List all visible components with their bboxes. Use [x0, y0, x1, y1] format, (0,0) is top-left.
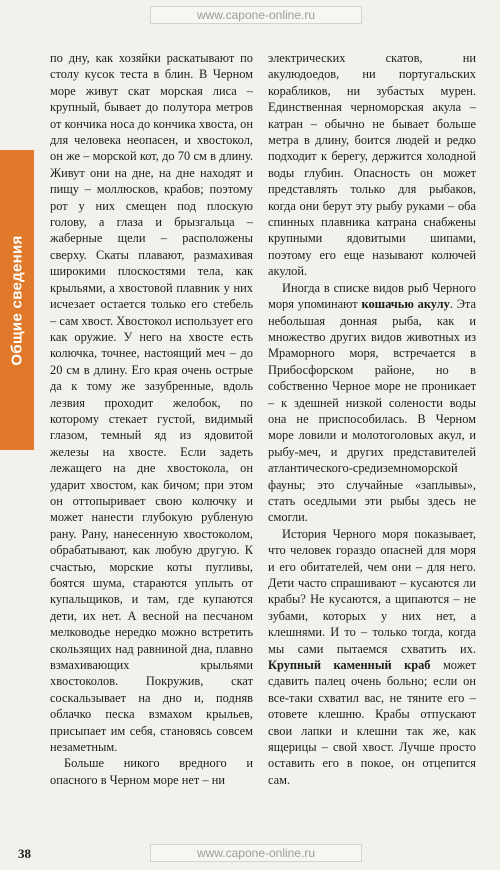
highlight-term-stone-crab: Крупный каменный краб: [268, 658, 431, 673]
paragraph-text: История Черного моря показывает, что человек гораздо опасней для моря и его обитателей, чем они – для него. Дети часто спрашивают – кусаются ли крабы? Не кусаются, а щипаются – не зубами, которых у них нет, а клешнями. И то – только тогда, когда мы сами пытаемся схватить их.: [268, 526, 476, 656]
right-column: [268, 50, 476, 840]
left-column: [50, 50, 253, 840]
page-number: 38: [18, 846, 31, 861]
highlight-term-cat-shark: кошачью акулу: [361, 297, 450, 312]
right-paragraph-3: [268, 526, 476, 789]
left-paragraph-2: Больше никого вредного и опасного в Черном море нет – ни: [50, 756, 253, 787]
right-paragraph-1: электрических скатов, ни акулюдоедов, ни португальских корабликов, ни зубастых мурен. Единственная черноморская акула – катран – обычно не бывает больше метра в длину, боится людей и редко подходит к берегу, держится холодной воды глубин. Опасность он может представлять только для рыбаков, когда они берут эту рыбу руками – оба спинных плавника катрана снабжены крупными ядовитыми шипами, поэтому его еще называют колючей акулой.: [268, 51, 476, 279]
right-paragraph-2: [268, 280, 476, 526]
paragraph-text: может сдавить палец очень больно; если он все-таки схватил вас, не тяните его – отовете клешню. Крабы отпускают свои лапки и клешни так же, как ящерицы – свой хвост. Лучше просто оставить его в покое, он отцепится сам.: [268, 658, 476, 787]
paragraph-text: Иногда в списке видов рыб Черного моря упоминают: [268, 280, 476, 312]
section-tab-label: Общие сведения: [8, 234, 26, 366]
section-tab: [0, 150, 34, 450]
paragraph-text: . Эта небольшая донная рыба, как и множество других видов животных из Мраморного моря, встречается в Прибосфорском районе, но в собственно Черное море не проникает – к здешней низкой солености воды она не приспособилась. В Черном море ловили и молотоголовых акул, и рыбу-меч, и других представителей атлантического-средиземноморской фауны; это случайные «заплывы», стать оседлыми эти рыбы здесь не смогли.: [268, 297, 476, 525]
watermark-top: www.capone-online.ru: [150, 6, 362, 24]
left-paragraph-1: по дну, как хозяйки раскатывают по столу кусок теста в блин. В Черном море живут скат морская лиса – крупный, бывает до полутора метров от кончика носа до кончика хвоста, он для человека неопасен, и хвостокол, он же – морской кот, до 70 см в длину. Живут они на дне, на дне находят и пищу – моллюсков, крабов; поэтому рот у них смещен под плоскую голову, а глаза и брызгальца – жаберные щели – расположены сверху. Скаты плавают, размахивая широкими плоскостями тела, как крыльями, а хвостовой плавник у них исчезает остается только его стебель – сам хвост. Хвостокол использует его как оружие. У него на хвосте есть колючка, точнее, настоящий меч – до 20 см в длину. Его края очень острые да к тому же зазубренные, вдоль лезвия проходит желобок, по которому стекает густой, видимый глазом, темный яд из ядовитой железы на хвосте. Если задеть лежащего на дне хвостокола, он ударит хвостом, как бичом; при этом он оттопыривает свою колючку и может нанести глубокую рубленую рану. Рану, нанесенную хвостоколом, обрабатывают, как любую другую. К счастью, морские коты пугливы, боятся шума, стараются уплыть от купальщиков, и там, где купаются дети, их нет. А весной на песчаном мелководье нередко можно встретить скользящих над равниной дна, плавно взмахивающих крыльями хвостоколов. Покружив, скат соскальзывает на дно и, подняв облачко песка взмахом крыльев, присыпает им себя, становясь совсем незаметным.: [50, 51, 253, 755]
watermark-bottom: www.capone-online.ru: [150, 844, 362, 862]
